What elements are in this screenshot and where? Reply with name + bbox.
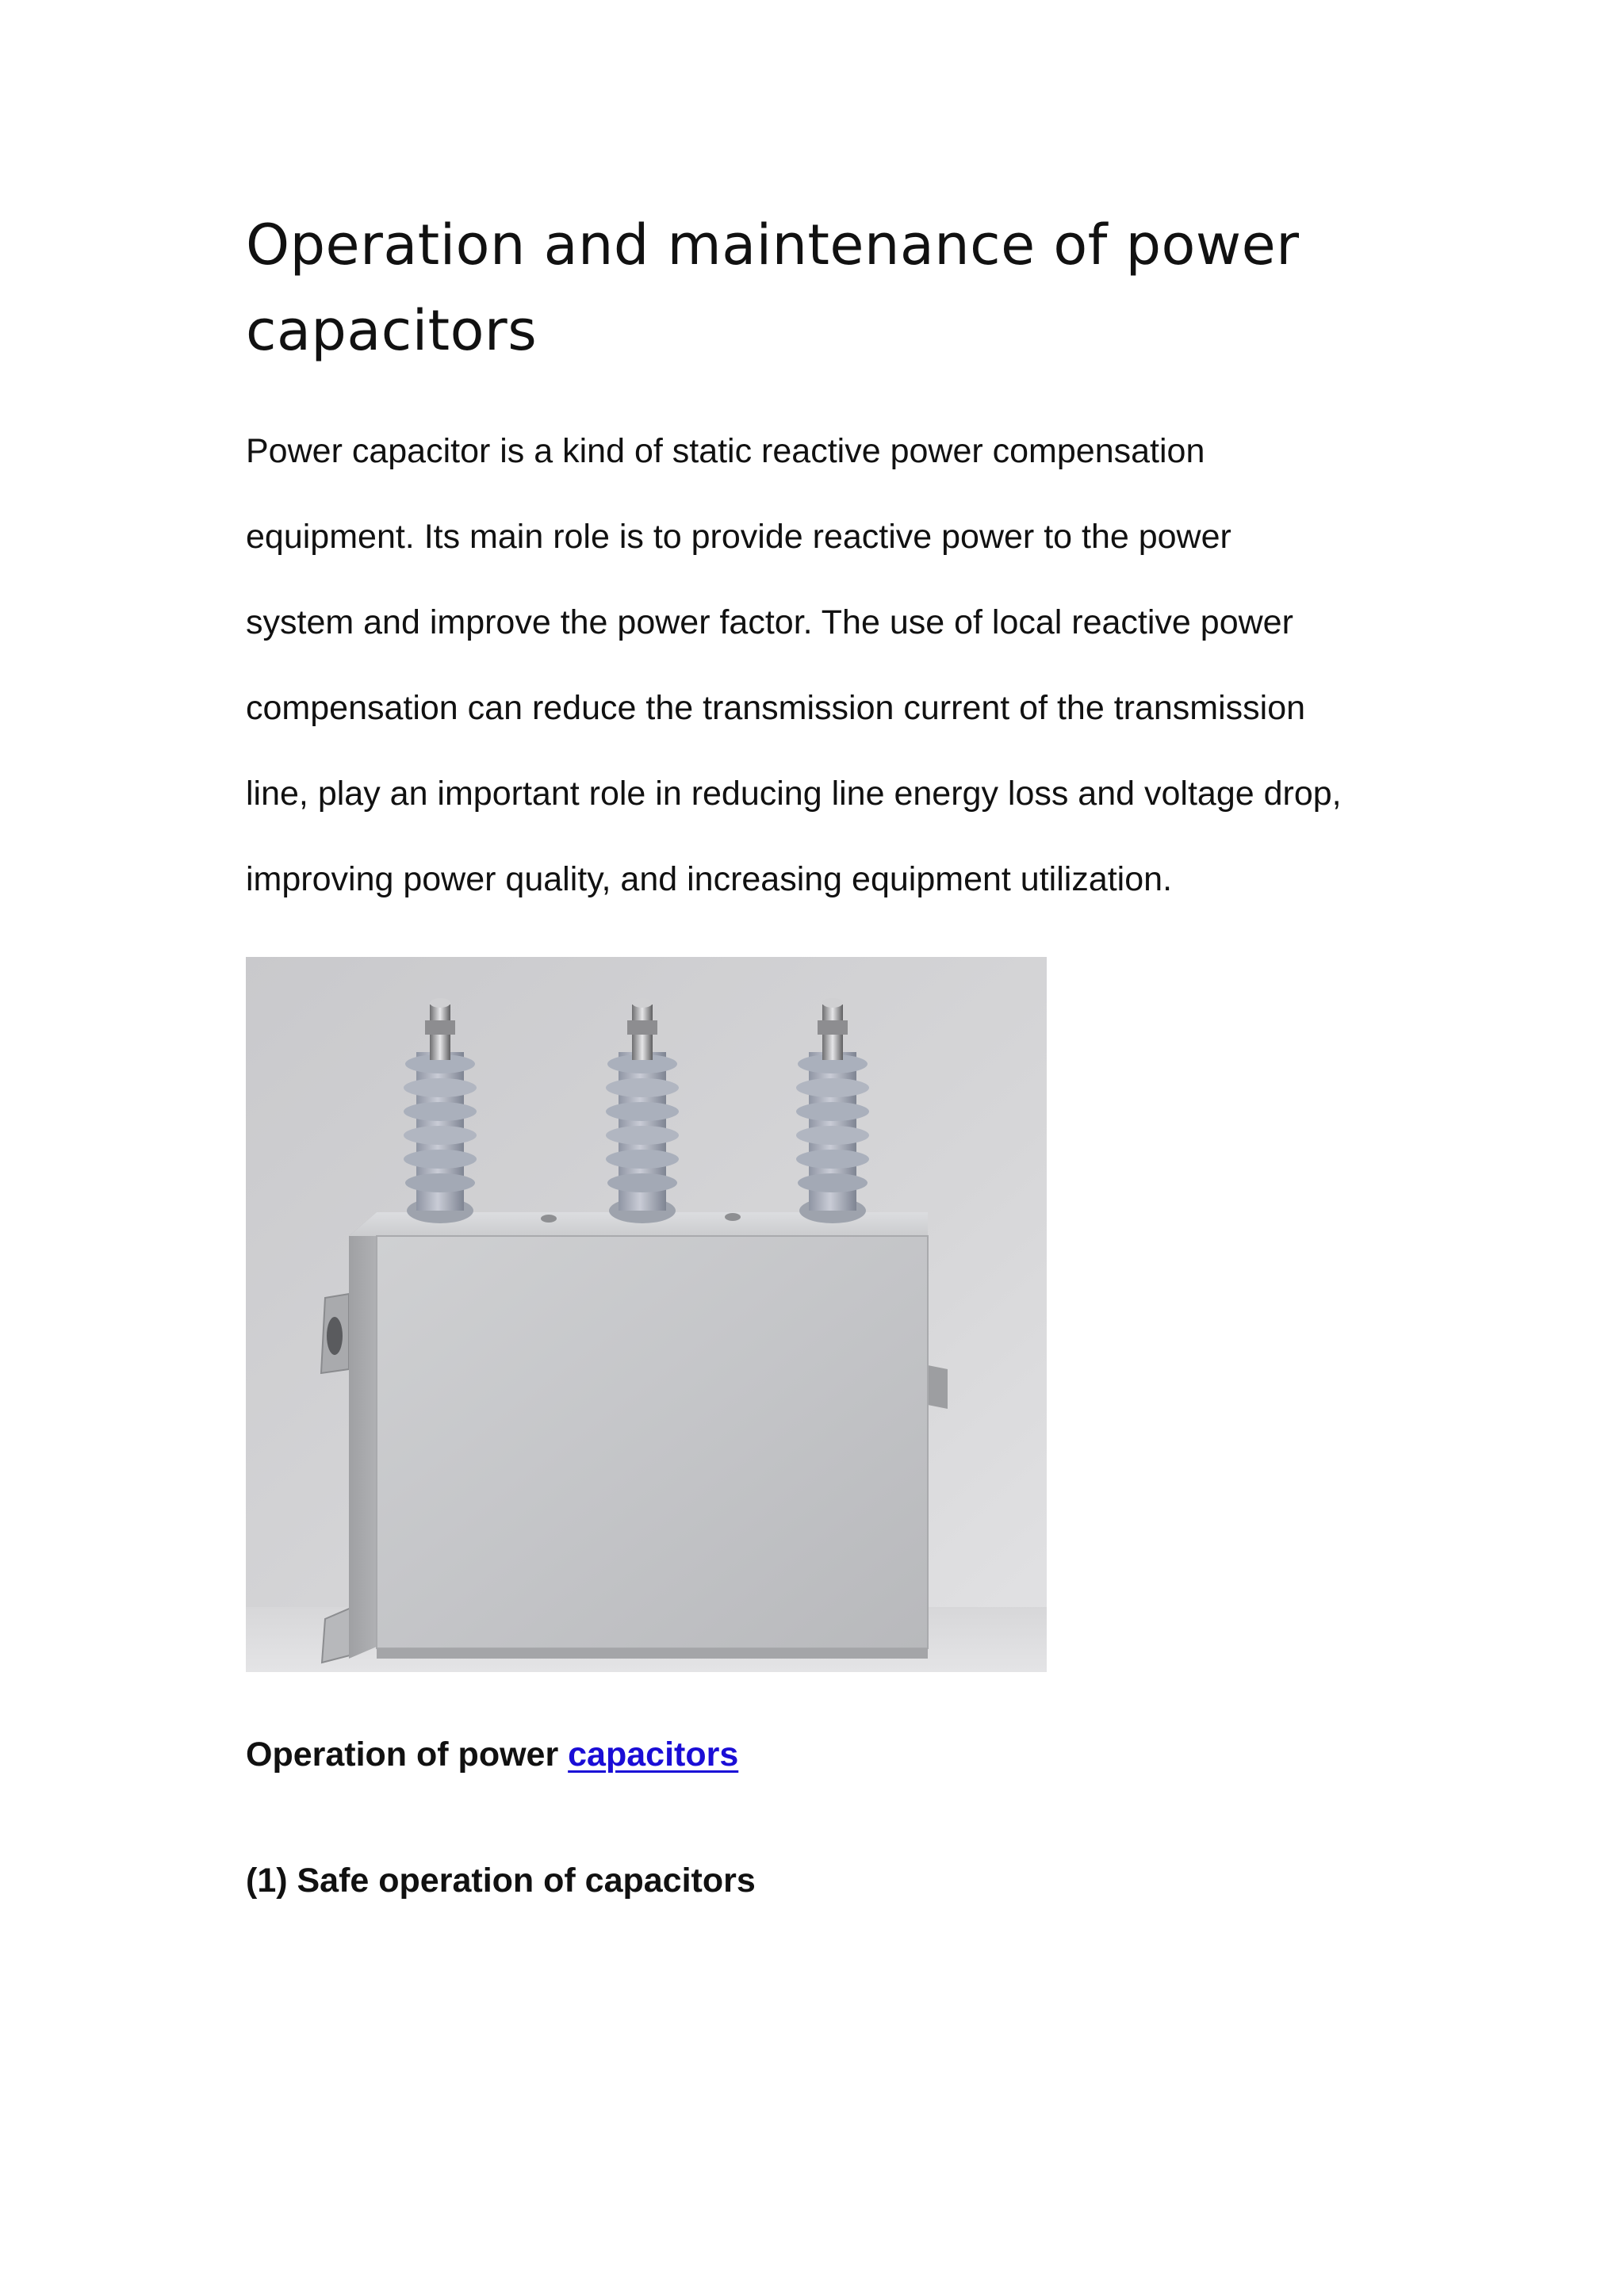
- capacitors-link[interactable]: capacitors: [568, 1735, 739, 1774]
- intro-line: compensation can reduce the transmission current of the transmission: [246, 689, 1306, 727]
- intro-line: Power capacitor is a kind of static reactive power compensation: [246, 432, 1205, 470]
- section-heading-text: Operation of power: [246, 1735, 569, 1774]
- capacitor-photo: [246, 957, 1047, 1672]
- intro-line: line, play an important role in reducing line energy loss and voltage drop,: [246, 775, 1342, 813]
- intro-line: improving power quality, and increasing equipment utilization.: [246, 860, 1173, 898]
- intro-line: equipment. Its main role is to provide reactive power to the power: [246, 518, 1231, 556]
- document-title: [246, 202, 1396, 373]
- section-heading-operation: [246, 1731, 738, 1778]
- sub-heading-safe-operation: (1) Safe operation of capacitors: [246, 1862, 756, 1900]
- title-line: capacitors: [246, 298, 538, 363]
- intro-paragraph: [246, 408, 1404, 922]
- title-line: Operation and maintenance of power: [246, 212, 1300, 277]
- intro-line: system and improve the power factor. The use of local reactive power: [246, 603, 1293, 641]
- document-content: [246, 202, 1396, 1900]
